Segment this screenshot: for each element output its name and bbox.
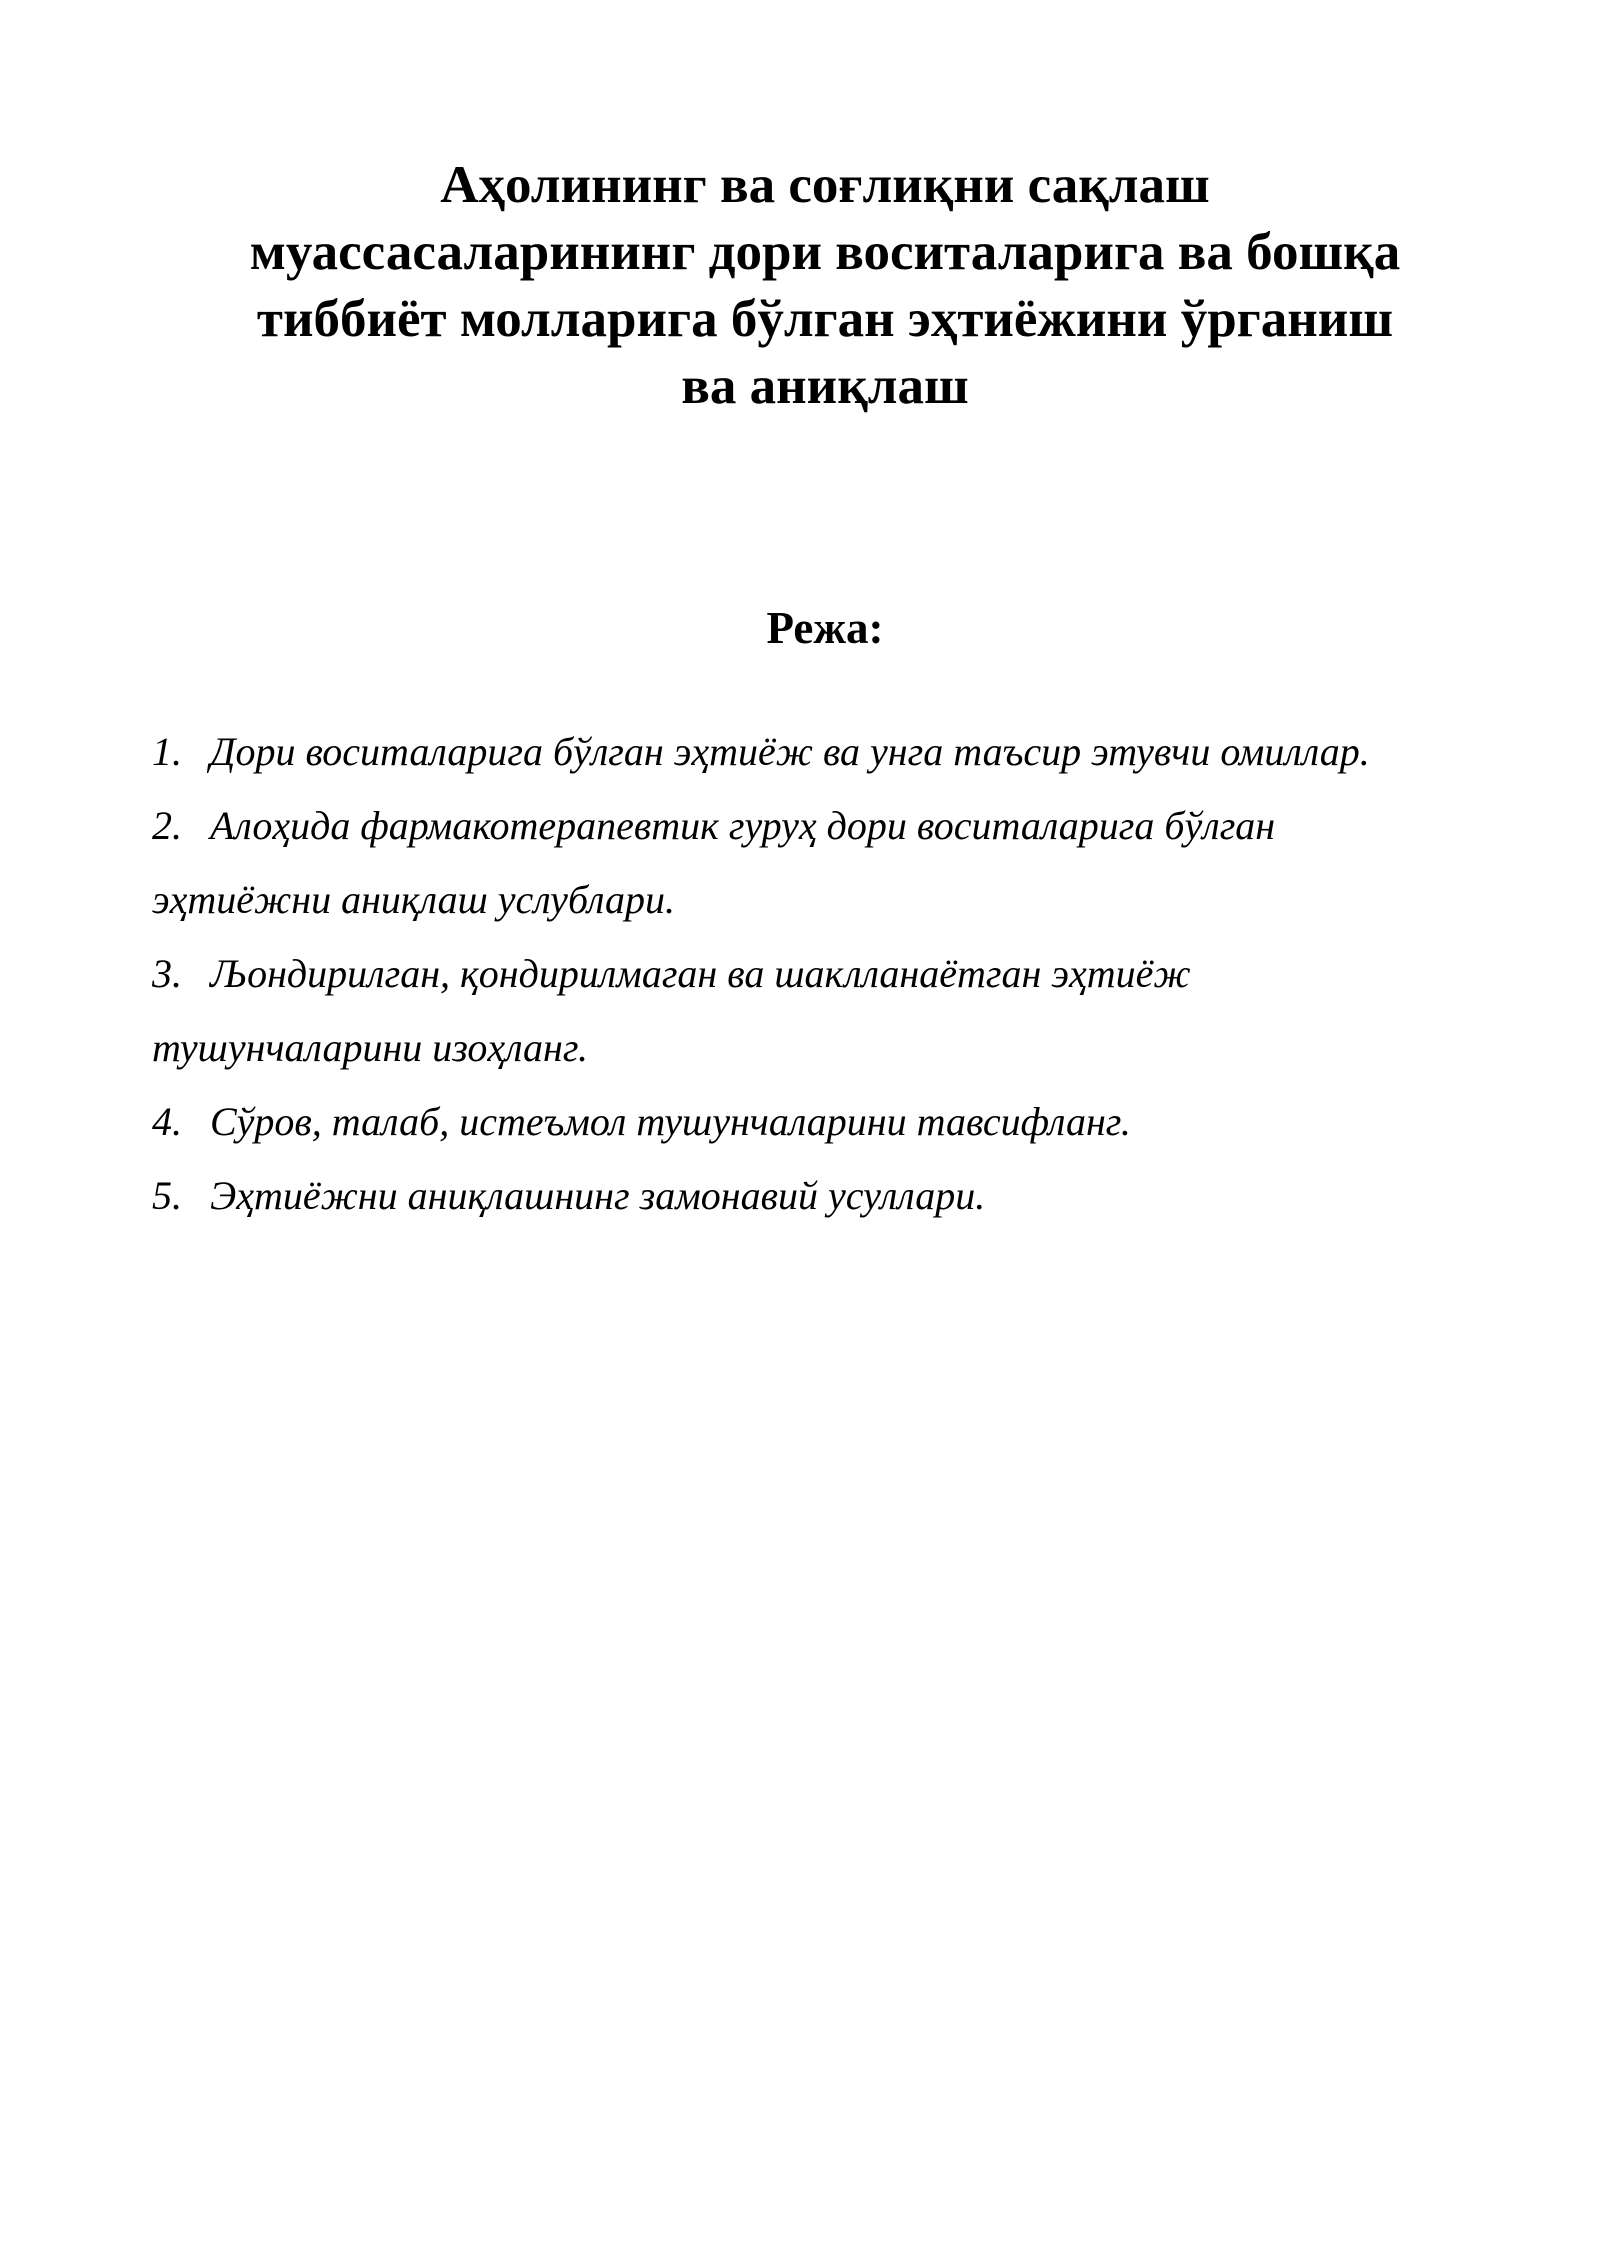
plan-item-line (152, 937, 1492, 1011)
plan-item-number: 2. (152, 803, 182, 848)
plan-list (152, 715, 1492, 1233)
plan-item-line (152, 1159, 1492, 1233)
plan-item (152, 715, 1492, 789)
plan-item-text: Сўров, талаб, истеъмол тушунчаларини тавсифланг. (210, 1099, 1131, 1144)
page-title (150, 152, 1500, 420)
plan-item-text: Дори воситаларига бўлган эҳтиёж ва унга таъсир этувчи омиллар. (210, 729, 1370, 774)
plan-item-number: 5. (152, 1173, 182, 1218)
plan-item (152, 1159, 1492, 1233)
plan-item-number: 1. (152, 729, 182, 774)
plan-item-line (152, 1085, 1492, 1159)
plan-item-number: 3. (152, 951, 182, 996)
plan-item-text: Љондирилган, қондирилмаган ва шаклланаётган эҳтиёж (210, 951, 1191, 996)
title-line: муассасаларининг дори воситаларига ва бошқа (249, 223, 1401, 281)
plan-item-number: 4. (152, 1099, 182, 1144)
plan-item-text: Эҳтиёжни аниқлашнинг замонавий усуллари. (210, 1173, 986, 1218)
plan-item-line: тушунчаларини изоҳланг. (152, 1025, 588, 1070)
title-line: тиббиёт молларига бўлган эҳтиёжини ўрганиш (256, 290, 1394, 348)
plan-item-line (152, 789, 1492, 863)
plan-item (152, 789, 1492, 937)
title-line: Аҳолининг ва соғлиқни сақлаш (440, 156, 1210, 214)
plan-item (152, 1085, 1492, 1159)
plan-heading: Режа: (766, 603, 884, 653)
plan-item-line: эҳтиёжни аниқлаш услублари. (152, 877, 675, 922)
plan-item (152, 937, 1492, 1085)
plan-item-text: Алоҳида фармакотерапевтик гуруҳ дори воситаларига бўлган (210, 803, 1276, 848)
plan-item-line (152, 715, 1492, 789)
title-line: ва аниқлаш (681, 357, 969, 415)
